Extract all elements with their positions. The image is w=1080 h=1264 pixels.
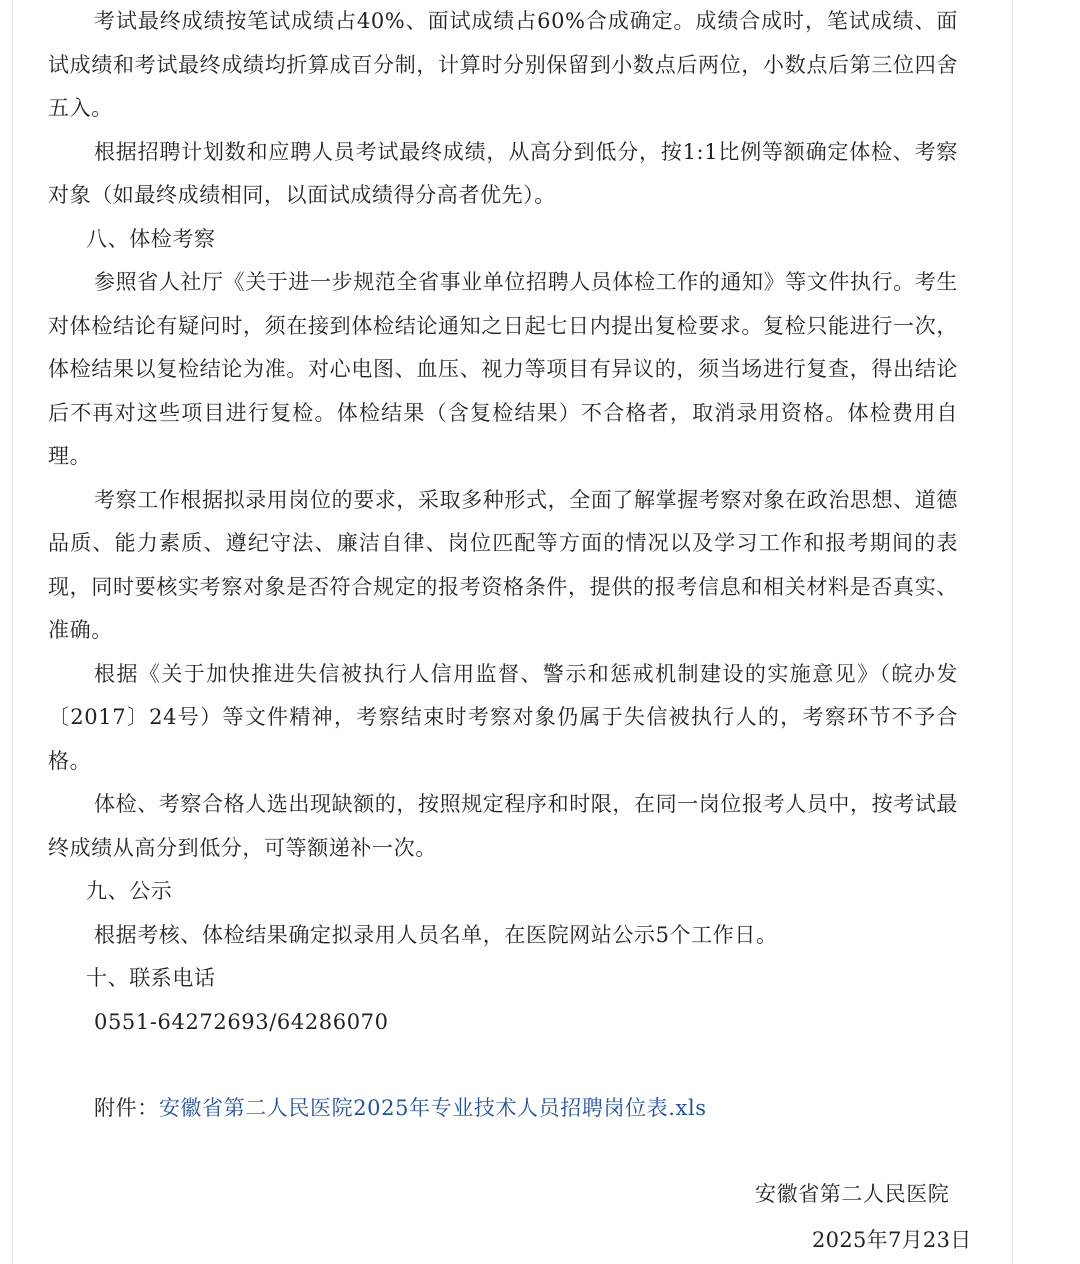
vacancy-fill-paragraph: 体检、考察合格人选出现缺额的，按照规定程序和时限，在同一岗位报考人员中，按考试最终成绩从高分到低分，可等额递补一次。 xyxy=(48,792,958,860)
signature-organization: 安徽省第二人民医院 xyxy=(755,1182,950,1206)
inspection-paragraph: 考察工作根据拟录用岗位的要求，采取多种形式，全面了解掌握考察对象在政治思想、道德品质、能力素质、遵纪守法、廉洁自律、岗位匹配等方面的情况以及学习工作和报考期间的表现，同时要核实考察对象是否符合规定的报考资格条件，提供的报考信息和相关材料是否真实、准确。 xyxy=(48,487,958,642)
section-heading-contact: 十、联系电话 xyxy=(86,966,216,990)
score-composition-paragraph: 考试最终成绩按笔试成绩占40%、面试成绩占60%合成确定。成绩合成时，笔试成绩、面试成绩和考试最终成绩均折算成百分制，计算时分别保留到小数点后两位，小数点后第三位四舍五入。 xyxy=(48,9,958,120)
attachment-line xyxy=(48,1087,958,1131)
page-left-border xyxy=(12,0,13,1264)
exam-selection-paragraph: 根据招聘计划数和应聘人员考试最终成绩，从高分到低分，按1:1比例等额确定体检、考察对象（如最终成绩相同，以面试成绩得分高者优先）。 xyxy=(48,139,958,207)
attachment-label: 附件： xyxy=(94,1096,159,1120)
section-heading-publicity: 九、公示 xyxy=(86,879,173,903)
attachment-link[interactable]: 安徽省第二人民医院2025年专业技术人员招聘岗位表.xls xyxy=(158,1096,707,1120)
article-body xyxy=(48,0,958,1131)
contact-phone: 0551-64272693/64286070 xyxy=(94,1009,389,1034)
page-right-border xyxy=(1012,0,1013,1264)
physical-exam-paragraph: 参照省人社厅《关于进一步规范全省事业单位招聘人员体检工作的通知》等文件执行。考生对体检结论有疑问时，须在接到体检结论通知之日起七日内提出复检要求。复检只能进行一次，体检结果以复检结论为准。对心电图、血压、视力等项目有异议的，须当场进行复查，得出结论后不再对这些项目进行复检。体检结果（含复检结果）不合格者，取消录用资格。体检费用自理。 xyxy=(48,270,958,468)
section-heading-physical-exam: 八、体检考察 xyxy=(86,226,216,251)
signature-date: 2025年7月23日 xyxy=(812,1228,972,1252)
publicity-paragraph: 根据考核、体检结果确定拟录用人员名单，在医院网站公示5个工作日。 xyxy=(94,922,778,947)
credit-check-paragraph: 根据《关于加快推进失信被执行人信用监督、警示和惩戒机制建设的实施意见》（皖办发〔2017〕24号）等文件精神，考察结束时考察对象仍属于失信被执行人的，考察环节不予合格。 xyxy=(48,661,958,773)
